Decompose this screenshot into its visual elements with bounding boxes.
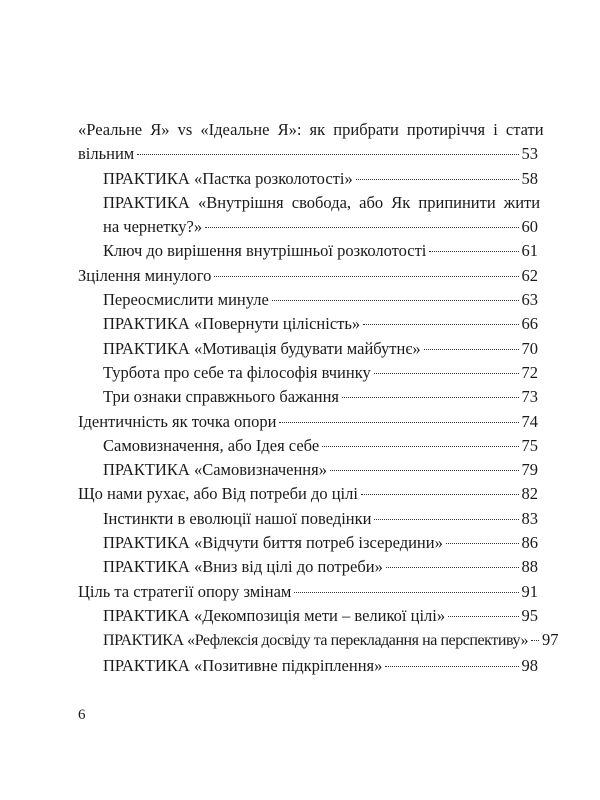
toc-entry-title: вільним xyxy=(78,144,135,164)
leader-dots xyxy=(356,179,519,180)
toc-entry xyxy=(78,434,538,458)
leader-dots xyxy=(205,227,518,228)
toc-entry-title: Ключ до вирішення внутрішньої розколотості xyxy=(103,241,427,261)
toc-entry-title: Самовизначення, або Ідея себе xyxy=(103,435,320,455)
leader-dots xyxy=(363,324,518,325)
toc-page-number: 73 xyxy=(521,387,538,407)
toc-entry-title: ПРАКТИКА «Декомпозиція мети – великої цілі» xyxy=(103,605,446,625)
toc-entry xyxy=(78,604,538,628)
toc-entry xyxy=(78,191,541,240)
toc-entry-title: Переосмислити минуле xyxy=(103,290,269,310)
toc-entry xyxy=(78,167,538,191)
leader-dots xyxy=(446,543,519,544)
toc-entry-title: ПРАКТИКА «Самовизначення» xyxy=(103,460,327,480)
leader-dots xyxy=(137,154,518,155)
toc-entry-title: Що нами рухає, або Від потреби до цілі xyxy=(78,484,358,504)
toc-entry xyxy=(78,118,544,167)
toc-entry-title: Інстинкти в еволюції нашої поведінки xyxy=(103,508,372,528)
leader-dots xyxy=(294,592,518,593)
toc-entry xyxy=(78,458,538,482)
page-number: 6 xyxy=(78,707,86,723)
toc-entry xyxy=(78,628,559,653)
leader-dots xyxy=(385,666,518,667)
leader-dots xyxy=(342,397,518,398)
leader-dots xyxy=(361,494,519,495)
toc-entry-title: Ідентичність як точка опори xyxy=(78,411,277,431)
toc-page-number: 70 xyxy=(521,338,538,358)
leader-dots xyxy=(279,422,518,423)
toc-page-number: 63 xyxy=(521,290,538,310)
toc-entry xyxy=(78,410,538,434)
toc-page-number: 66 xyxy=(521,314,538,334)
toc-entry xyxy=(78,555,538,579)
leader-dots xyxy=(272,300,519,301)
toc-page-number: 95 xyxy=(521,605,538,625)
toc-entry-title: Ціль та стратегії опору змінам xyxy=(78,581,292,601)
toc-entry-title: ПРАКТИКА «Пастка розколотості» xyxy=(103,168,353,188)
toc-entry xyxy=(78,239,538,263)
toc-entry xyxy=(78,507,538,531)
leader-dots xyxy=(374,373,519,374)
toc-entry xyxy=(78,264,538,288)
toc-page-number: 97 xyxy=(542,630,559,650)
toc-page-number: 79 xyxy=(521,460,538,480)
leader-dots xyxy=(531,640,539,641)
toc-entry-title: ПРАКТИКА «Рефлексія досвіду та перекладання на перспективу» xyxy=(103,632,528,650)
toc-page-number: 86 xyxy=(521,533,538,553)
leader-dots xyxy=(448,616,518,617)
leader-dots xyxy=(214,276,518,277)
toc-entry xyxy=(78,361,538,385)
toc-entry-title: ПРАКТИКА «Відчути биття потреб ізсередини» xyxy=(103,533,443,553)
toc-entry-title: ПРАКТИКА «Позитивне підкріплення» xyxy=(103,655,383,675)
toc-entry-title: Зцілення минулого xyxy=(78,265,212,285)
toc-entry xyxy=(78,337,538,361)
leader-dots xyxy=(424,349,519,350)
toc-page-number: 83 xyxy=(521,508,538,528)
leader-dots xyxy=(374,519,518,520)
table-of-contents xyxy=(78,118,559,678)
toc-entry-title: Турбота про себе та філософія вчинку xyxy=(103,362,371,382)
leader-dots xyxy=(429,251,518,252)
toc-entry-title: на чернетку?» xyxy=(103,217,203,237)
toc-page-number: 61 xyxy=(521,241,538,261)
leader-dots xyxy=(386,567,519,568)
toc-entry xyxy=(78,385,538,409)
toc-page-number: 98 xyxy=(521,655,538,675)
leader-dots xyxy=(330,470,519,471)
toc-entry-title-line1: «Реальне Я» vs «Ідеальне Я»: як прибрати протиріччя і стати xyxy=(78,120,544,139)
toc-entry-title: Три ознаки справжнього бажання xyxy=(103,387,340,407)
toc-page-number: 88 xyxy=(521,557,538,577)
toc-entry xyxy=(78,531,538,555)
toc-entry xyxy=(78,654,538,678)
toc-page-number: 91 xyxy=(521,581,538,601)
toc-page-number: 75 xyxy=(521,435,538,455)
toc-entry-title: ПРАКТИКА «Повернути цілісність» xyxy=(103,314,361,334)
toc-page-number: 62 xyxy=(521,265,538,285)
toc-entry xyxy=(78,288,538,312)
toc-page-number: 60 xyxy=(521,217,538,237)
toc-page-number: 82 xyxy=(521,484,538,504)
toc-entry-title: ПРАКТИКА «Вниз від цілі до потреби» xyxy=(103,557,383,577)
leader-dots xyxy=(322,446,518,447)
toc-page-number: 53 xyxy=(521,144,538,164)
toc-page-number: 58 xyxy=(521,168,538,188)
toc-page-number: 72 xyxy=(521,362,538,382)
toc-page-number: 74 xyxy=(521,411,538,431)
toc-entry xyxy=(78,482,538,506)
toc-entry xyxy=(78,580,538,604)
toc-entry-title-line1: ПРАКТИКА «Внутрішня свобода, або Як припинити жити xyxy=(103,192,541,212)
toc-entry-title: ПРАКТИКА «Мотивація будувати майбутнє» xyxy=(103,338,421,358)
toc-entry xyxy=(78,312,538,336)
